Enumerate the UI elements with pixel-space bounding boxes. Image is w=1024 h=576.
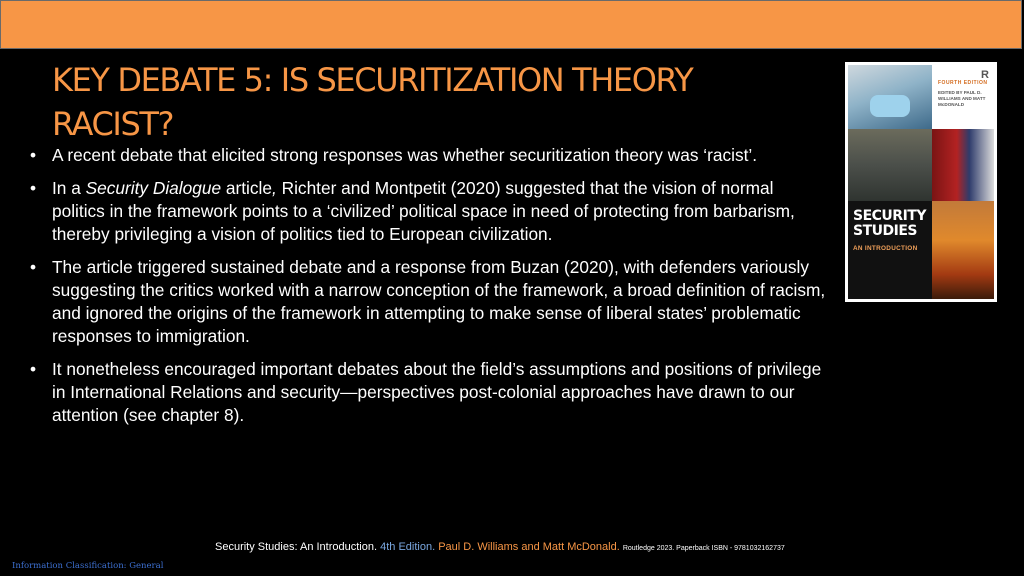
header-bar (0, 0, 1022, 49)
citation-edition: 4th Edition. (380, 541, 436, 553)
cover-photo-fire (932, 201, 994, 299)
publisher-logo: R (981, 69, 989, 81)
bullet-item (30, 256, 830, 348)
citation-book: Security Studies: An Introduction. (215, 541, 378, 553)
classification-label: Information Classification: General (12, 561, 164, 571)
cover-title-block (848, 201, 932, 299)
bullet-dot: • (30, 145, 37, 165)
bullet-text: Richter and Montpetit (2020) suggested that the vision of normal politics in the framework points to a ‘civilized’ political space in need of protecting from barbarism, thereby privileging a vision of politics tied to European civilization. (52, 178, 795, 244)
bullet-text: In a (52, 178, 86, 198)
bullet-list (30, 144, 830, 437)
cover-photo-flags (932, 129, 994, 201)
slide-title: KEY DEBATE 5: IS SECURITIZATION THEORY RACIST? (52, 61, 693, 143)
bullet-dot: • (30, 257, 37, 277)
citation-authors: Paul D. Williams and Matt McDonald. (438, 541, 620, 553)
bullet-text: The article triggered sustained debate and a response from Buzan (2020), with defenders variously suggesting the critics worked with a narrow conception of the framework, a broad definition of racism, and ignored the origins of the framework in attempting to make sense of liberal states’ problematic responses to immigration. (52, 257, 826, 346)
bullet-item (30, 177, 830, 246)
bullet-dot: • (30, 178, 37, 198)
cover-title-line2: STUDIES (853, 223, 917, 239)
bullet-dot: • (30, 359, 37, 379)
citation (215, 541, 785, 553)
bullet-text: Security Dialogue (85, 178, 222, 198)
book-cover-image (845, 62, 997, 302)
bullet-item (30, 358, 830, 427)
cover-photo-mask (848, 65, 932, 129)
cover-edition: FOURTH EDITION (938, 80, 988, 86)
cover-editors: EDITED BY PAUL D. WILLIAMS AND MATT McDONALD (938, 90, 986, 107)
cover-subtitle: AN INTRODUCTION (853, 245, 918, 252)
cover-header (932, 65, 994, 129)
cover-photo-ruins (848, 129, 932, 201)
cover-title-line1: SECURITY (853, 208, 926, 224)
bullet-text: , (272, 178, 277, 198)
bullet-text: article (221, 178, 272, 198)
bullet-item (30, 144, 830, 167)
citation-publisher: Routledge 2023. Paperback ISBN - 9781032162737 (622, 545, 785, 552)
bullet-text: A recent debate that elicited strong responses was whether securitization theory was ‘racist’. (52, 145, 758, 165)
bullet-text: It nonetheless encouraged important debates about the field’s assumptions and positions of privilege in International Relations and security—perspectives post-colonial approaches have drawn to our attention (see chapter 8). (52, 359, 822, 425)
